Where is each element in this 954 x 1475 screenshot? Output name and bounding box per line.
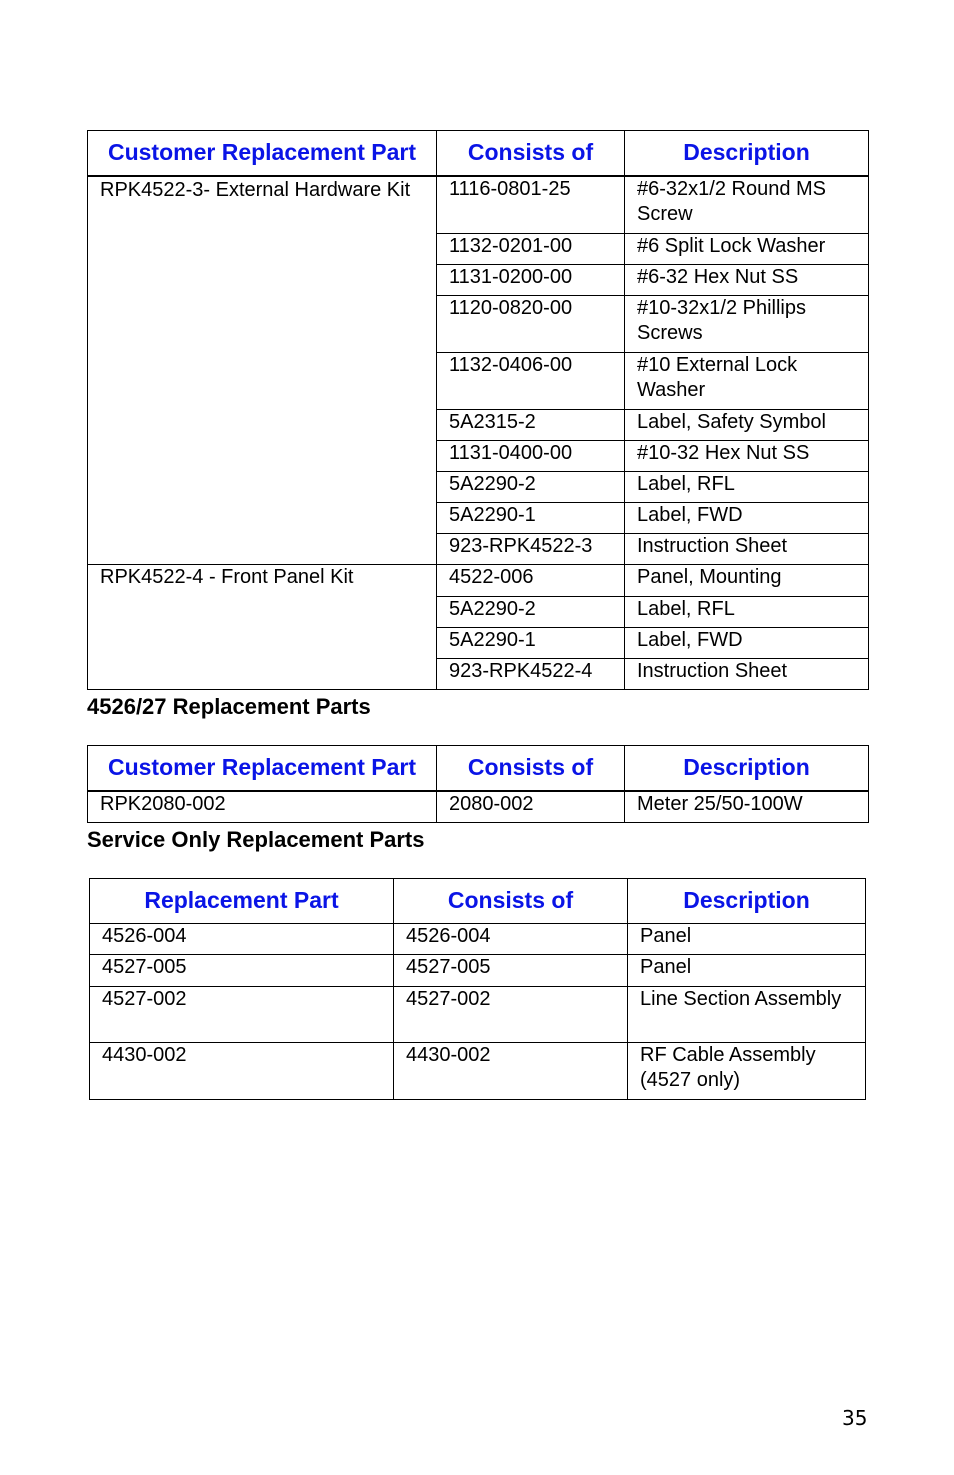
consists-cell: 4527-005 xyxy=(394,955,628,987)
table-row xyxy=(88,176,869,233)
header-customer-replacement-part: Customer Replacement Part xyxy=(88,746,437,792)
consists-cell: 923-RPK4522-3 xyxy=(437,533,625,564)
consists-cell: 1120-0820-00 xyxy=(437,295,625,352)
page-number: 35 xyxy=(842,1406,868,1430)
header-description: Description xyxy=(628,879,866,924)
consists-cell: 4430-002 xyxy=(394,1043,628,1100)
consists-cell: 5A2290-1 xyxy=(437,627,625,658)
description-cell: Panel xyxy=(628,924,866,955)
description-cell: Line Section Assembly xyxy=(628,987,866,1043)
description-cell: Meter 25/50-100W xyxy=(625,791,869,822)
header-consists-of: Consists of xyxy=(394,879,628,924)
header-consists-of: Consists of xyxy=(437,746,625,792)
description-cell: #10-32x1/2 Phillips Screws xyxy=(625,295,869,352)
header-consists-of: Consists of xyxy=(437,131,625,177)
table-row xyxy=(90,924,866,955)
consists-cell: 1131-0400-00 xyxy=(437,440,625,471)
consists-cell: 4526-004 xyxy=(394,924,628,955)
header-description: Description xyxy=(625,746,869,792)
consists-cell: 4527-002 xyxy=(394,987,628,1043)
table-row xyxy=(90,987,866,1043)
kit-part-cell: RPK4522-3- External Hardware Kit xyxy=(88,176,437,564)
description-cell: Label, Safety Symbol xyxy=(625,409,869,440)
description-cell: Panel xyxy=(628,955,866,987)
description-cell: RF Cable Assembly (4527 only) xyxy=(628,1043,866,1100)
description-cell: Instruction Sheet xyxy=(625,658,869,689)
meter-parts-table xyxy=(87,745,869,823)
description-cell: Label, RFL xyxy=(625,596,869,627)
consists-cell: 923-RPK4522-4 xyxy=(437,658,625,689)
table-row xyxy=(88,564,869,596)
section-title-4526-27: 4526/27 Replacement Parts xyxy=(87,694,371,719)
description-cell: #6-32x1/2 Round MS Screw xyxy=(625,176,869,233)
description-cell: Label, RFL xyxy=(625,471,869,502)
part-cell: 4527-005 xyxy=(90,955,394,987)
consists-cell: 5A2315-2 xyxy=(437,409,625,440)
consists-cell: 2080-002 xyxy=(437,791,625,822)
table-row xyxy=(90,1043,866,1100)
description-cell: #6 Split Lock Washer xyxy=(625,233,869,264)
part-cell: RPK2080-002 xyxy=(88,791,437,822)
table-row xyxy=(90,955,866,987)
consists-cell: 5A2290-2 xyxy=(437,596,625,627)
consists-cell: 5A2290-1 xyxy=(437,502,625,533)
consists-cell: 1131-0200-00 xyxy=(437,264,625,295)
section-title-service-only: Service Only Replacement Parts xyxy=(87,827,425,852)
kit-part-cell: RPK4522-4 - Front Panel Kit xyxy=(88,564,437,689)
description-cell: #10-32 Hex Nut SS xyxy=(625,440,869,471)
table-row xyxy=(88,791,869,822)
header-description: Description xyxy=(625,131,869,177)
description-cell: Label, FWD xyxy=(625,627,869,658)
consists-cell: 5A2290-2 xyxy=(437,471,625,502)
header-customer-replacement-part: Customer Replacement Part xyxy=(88,131,437,177)
consists-cell: 1132-0406-00 xyxy=(437,352,625,409)
header-replacement-part: Replacement Part xyxy=(90,879,394,924)
service-only-parts-table xyxy=(89,878,866,1100)
consists-cell: 1116-0801-25 xyxy=(437,176,625,233)
description-cell: Label, FWD xyxy=(625,502,869,533)
part-cell: 4527-002 xyxy=(90,987,394,1043)
description-cell: Instruction Sheet xyxy=(625,533,869,564)
description-cell: #6-32 Hex Nut SS xyxy=(625,264,869,295)
consists-cell: 1132-0201-00 xyxy=(437,233,625,264)
description-cell: #10 External Lock Washer xyxy=(625,352,869,409)
external-hardware-parts-table xyxy=(87,130,869,690)
consists-cell: 4522-006 xyxy=(437,564,625,596)
part-cell: 4430-002 xyxy=(90,1043,394,1100)
description-cell: Panel, Mounting xyxy=(625,564,869,596)
part-cell: 4526-004 xyxy=(90,924,394,955)
